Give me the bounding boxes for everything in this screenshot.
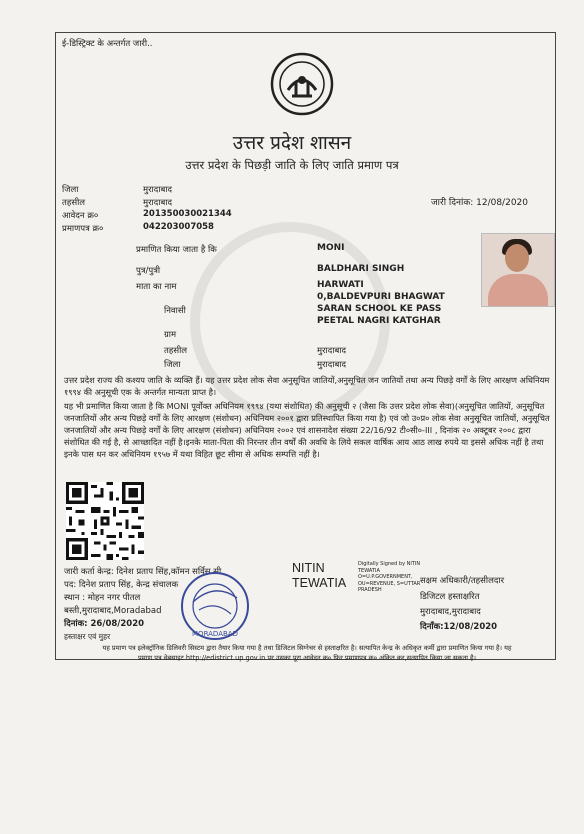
digital-signer-first-name: NITIN <box>292 561 325 575</box>
son-daughter-label: पुत्र/पुत्री <box>136 266 161 276</box>
authority-signed: डिजिटल हस्ताक्षरित <box>420 592 480 602</box>
application-number: 201350030021344 <box>143 209 232 219</box>
document-title: उत्तर प्रदेश शासन <box>232 132 352 154</box>
issuing-center: जारी कर्ता केन्द्र: दिनेश प्रताप सिंह,कॉमन सर्विस सी. <box>64 567 224 577</box>
footer-note-1: यह प्रमाण पत्र इलेक्ट्रॉनिक डिलिवरी सिस्टम द्वारा तैयार किया गया है तथा डिजिटल सिग्नेचर से हस्ताक्षरित है। सत्यापित केन्द्र के अधिकृत कर्मी द्वारा प्रमाणित किया गया है। यह <box>102 644 512 652</box>
digital-signature-details: Digitally Signed by NITIN TEWATIA O=U.P.GOVERNMENT, OU=REVENUE, S=UTTAR PRADESH <box>358 561 421 593</box>
footer-note-2: प्रमाण पत्र वेबसाइट http://edistrict.up.gov.in पर उसका पूरा आवेदन क्र० फिर प्रमाणपत्र क्र० अंकित कर,सत्यापित किया जा सकता है। <box>137 654 477 662</box>
digital-signer-last-name: TEWATIA <box>292 576 347 590</box>
header-note: ई-डिस्ट्रिक्ट के अन्तर्गत जारी.. <box>62 39 153 49</box>
authority-date: दिनाँक:12/08/2020 <box>420 622 498 632</box>
person-district-value: मुरादाबाद <box>317 360 347 370</box>
digital-signer-name <box>292 561 352 591</box>
certification-paragraph: यह भी प्रमाणित किया जाता है कि MONI पूर्वोक्त अधिनियम १९९४ (यथा संशोधित) की अनुसूची २ (जैसा कि उत्तर प्रदेश लोक सेवा)(अनुसूचित जातियों, अनुसूचित जनजातियों और अन्य पिछड़े वर्गों के लिए आरक्षण (संशोधन) अधिनियम २००१ द्वारा प्रतिस्थापित किया गया है) एवं जो उ०प्र० लोक सेवा अनुसूचित जातियों, अनुसूचित जनजातियों और अन्य पिछड़े वर्गों के लिए आरक्षण (संशोधन) अधिनियम २००२ एवं शासनादेश संख्या 22/16/92 टी०सी०-III , दिनांक २० अक्टूबर २००८ द्वारा संशोधित की गई है, से आच्छादित नहीं है।इनके माता-पिता की निरन्तर तीन वर्षों की अवधि के लिये सकल वार्षिक आय आठ लाख रुपये या इससे अधिक नहीं है तथा इनके पास धन कर अधिनियम १९५७ में यथा विहित छूट सीमा से अधिक सम्पत्ति नहीं है। <box>64 401 550 459</box>
father-name: BALDHARI SINGH <box>317 264 405 274</box>
official-seal-icon <box>175 570 255 642</box>
seal-text: MORADABAD <box>192 630 238 638</box>
signature-and-seal-label: हस्ताक्षर एवं मुहर <box>64 632 111 641</box>
certify-label: प्रमाणित किया जाता है कि <box>136 245 217 255</box>
qr-code <box>66 482 144 560</box>
document-subtitle: उत्तर प्रदेश के पिछड़ी जाति के लिए जाति प्रमाण पत्र <box>185 158 399 172</box>
application-label: आवेदन क्र० <box>62 211 99 221</box>
issuer-city: बस्ती,मुरादाबाद,Moradabad <box>64 606 162 616</box>
district-value: मुरादाबाद <box>143 185 173 195</box>
resident-label: निवासी <box>164 306 186 316</box>
certificate-number: 042203007058 <box>143 222 214 232</box>
authority-place: मुरादाबाद,मुरादाबाद <box>420 607 481 617</box>
certificate-label: प्रमाणपत्र क्र० <box>62 224 104 234</box>
applicant-photo <box>481 233 555 307</box>
tehsil-label: तहसील <box>62 198 86 208</box>
issuer-place: स्थान : मोहन नगर पीतल <box>64 593 141 603</box>
mother-name: HARWATI <box>317 280 364 290</box>
address-line-2: SARAN SCHOOL KE PASS <box>317 304 442 314</box>
authority-title: सक्षम अधिकारी/तहसीलदार <box>420 576 505 586</box>
issue-date: जारी दिनांक: 12/08/2020 <box>431 198 528 208</box>
address-line-3: PEETAL NAGRI KATGHAR <box>317 316 441 326</box>
address-line-1: 0,BALDEVPURI BHAGWAT <box>317 292 445 302</box>
issuer-date: दिनांक: 26/08/2020 <box>64 619 145 629</box>
caste-paragraph: उत्तर प्रदेश राज्य की कश्यप जाति के व्यक्ति हैं। यह उत्तर प्रदेश लोक सेवा अनुसूचित जातियों,अनुसूचित जन जातियों तथा अन्य पिछड़े वर्गों के लिए आरक्षण अधिनियम १९९४ की अनुसूची एक के अन्तर्गत मान्यता प्राप्त है। <box>64 375 550 397</box>
issuer-post: पद: दिनेश प्रताप सिंह, केन्द्र संचालक <box>64 580 179 590</box>
person-district-label: जिला <box>164 360 181 370</box>
person-tehsil-label: तहसील <box>164 346 188 356</box>
tehsil-value: मुरादाबाद <box>143 198 173 208</box>
person-tehsil-value: मुरादाबाद <box>317 346 347 356</box>
person-name: MONI <box>317 243 345 253</box>
village-label: ग्राम <box>164 330 177 340</box>
up-emblem-icon <box>270 52 334 116</box>
district-label: जिला <box>62 185 79 195</box>
mother-label: माता का नाम <box>136 282 177 292</box>
